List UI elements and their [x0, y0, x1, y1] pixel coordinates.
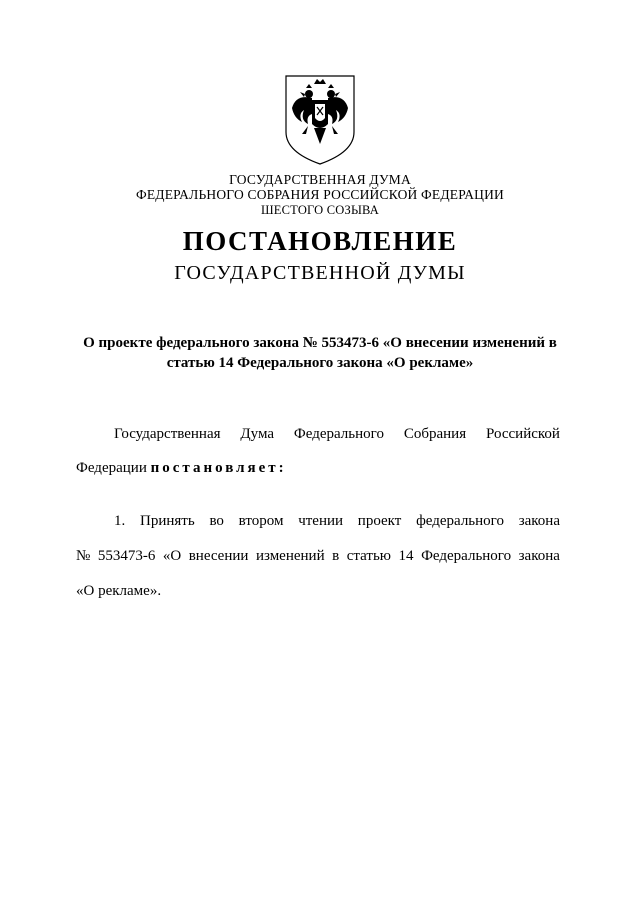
- preamble-word: Собрания: [403, 426, 467, 442]
- item-word: «О: [162, 548, 182, 564]
- coat-of-arms-icon: [282, 74, 358, 166]
- preamble-word: Федерального: [293, 426, 384, 442]
- item-word: внесении: [188, 548, 249, 564]
- institution-subname: ФЕДЕРАЛЬНОГО СОБРАНИЯ РОССИЙСКОЙ ФЕДЕРАЦИИ: [136, 187, 504, 202]
- preamble-start: Федерации: [76, 460, 147, 476]
- item-word: 553473-6: [97, 548, 156, 564]
- item-word: Принять: [140, 513, 195, 529]
- item-1-line-3: «О рекламе».: [76, 583, 162, 599]
- convocation: ШЕСТОГО СОЗЫВА: [260, 203, 380, 217]
- item-word: в: [332, 548, 340, 564]
- item-word: изменений: [255, 548, 325, 564]
- resolves-keyword: постановляет:: [150, 460, 287, 476]
- item-word: проект: [357, 513, 402, 529]
- document-subtitle: ГОСУДАРСТВЕННОЙ ДУМЫ: [174, 262, 466, 284]
- preamble-line-2: [76, 458, 560, 478]
- preamble-word: Государственная: [114, 426, 221, 442]
- item-word: закона: [518, 548, 560, 564]
- subject-line-2: статью 14 Федерального закона «О рекламе»: [166, 355, 474, 371]
- item-word: №: [76, 548, 91, 564]
- institution-name: ГОСУДАРСТВЕННАЯ ДУМА: [229, 172, 411, 187]
- item-word: 1.: [114, 513, 126, 529]
- item-1-line-2: [76, 546, 560, 566]
- item-word: 14: [398, 548, 414, 564]
- preamble-word: Российской: [486, 426, 560, 442]
- item-word: чтении: [298, 513, 344, 529]
- item-word: Федерального: [421, 548, 512, 564]
- item-1-line-1: [114, 511, 560, 531]
- item-word: во: [209, 513, 224, 529]
- subject-line-1: О проекте федерального закона № 553473-6 «О внесении изменений в: [83, 335, 557, 351]
- preamble-line-1: [114, 424, 560, 444]
- document-title: ПОСТАНОВЛЕНИЕ: [182, 226, 458, 256]
- item-word: статью: [346, 548, 392, 564]
- item-word: федерального: [416, 513, 504, 529]
- preamble-word: Дума: [240, 426, 275, 442]
- item-word: закона: [518, 513, 560, 529]
- document-subject: [60, 333, 580, 373]
- item-word: втором: [238, 513, 284, 529]
